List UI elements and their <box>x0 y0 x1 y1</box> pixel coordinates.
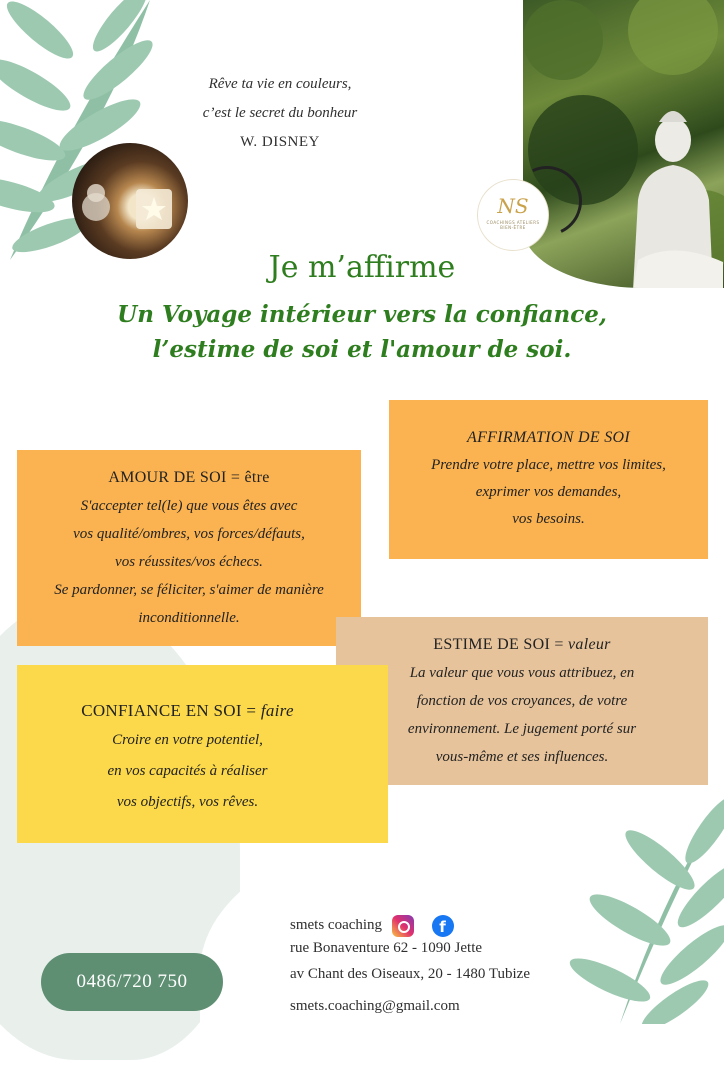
confiance-box <box>17 665 388 843</box>
garden-buddha-photo <box>523 0 724 288</box>
affirmation-line: Prendre votre place, mettre vos limites, <box>431 457 666 473</box>
leaf-decoration-bottom-right <box>560 790 724 1024</box>
confiance-line: Croire en votre potentiel, <box>112 732 263 748</box>
footer-brand: smets coaching <box>290 917 383 933</box>
amour-line: vos réussites/vos échecs. <box>115 554 263 570</box>
affirmation-line: exprimer vos demandes, <box>475 484 622 500</box>
estime-line: fonction de vos croyances, de votre <box>416 693 628 709</box>
subtitle-line-2: l’estime de soi et l'amour de soi. <box>152 336 572 363</box>
confiance-line: vos objectifs, vos rêves. <box>116 794 259 810</box>
estime-heading-label: ESTIME DE SOI = <box>433 636 569 653</box>
estime-line: environnement. Le jugement porté sur <box>407 721 637 737</box>
affirmation-box <box>389 400 708 559</box>
quote-block <box>150 70 410 157</box>
quote-line-1: Rêve ta vie en couleurs, <box>208 76 352 92</box>
candle-photo <box>72 143 188 259</box>
confiance-heading <box>17 697 358 725</box>
amour-line: S'accepter tel(le) que vous êtes avec <box>80 498 298 514</box>
background-blob-bottom <box>200 830 620 1090</box>
affirmation-heading: AFFIRMATION DE SOI <box>467 429 630 446</box>
facebook-icon[interactable]: f <box>432 915 454 937</box>
amour-line: inconditionnelle. <box>138 610 240 626</box>
page-title: Je m’affirme <box>268 250 456 285</box>
phone-number-button[interactable]: 0486/720 750 <box>41 953 223 1011</box>
footer-email[interactable]: smets.coaching@gmail.com <box>290 998 460 1014</box>
amour-line: Se pardonner, se féliciter, s'aimer de manière <box>54 582 324 598</box>
amour-heading: AMOUR DE SOI = être <box>108 469 270 486</box>
amour-box <box>17 450 361 646</box>
footer-brand-row <box>290 913 454 937</box>
estime-line: La valeur que vous vous attribuez, en <box>409 665 635 681</box>
confiance-body <box>17 725 358 818</box>
confiance-heading-label: CONFIANCE EN SOI = <box>81 701 261 720</box>
footer-address-1: rue Bonaventure 62 - 1090 Jette <box>290 940 483 956</box>
footer-address-2: av Chant des Oiseaux, 20 - 1480 Tubize <box>290 966 530 982</box>
estime-line: vous-même et ses influences. <box>435 749 609 765</box>
subtitle-line-1: Un Voyage intérieur vers la confiance, <box>117 301 607 328</box>
affirmation-line: vos besoins. <box>512 511 585 527</box>
page-subtitle <box>0 297 724 367</box>
brand-logo <box>478 180 548 250</box>
confiance-line: en vos capacités à réaliser <box>107 763 268 779</box>
estime-heading-emphasis: valeur <box>568 636 611 653</box>
estime-box <box>336 617 708 785</box>
amour-line: vos qualité/ombres, vos forces/défauts, <box>73 526 305 542</box>
confiance-heading-emphasis: faire <box>260 701 294 720</box>
instagram-icon[interactable] <box>392 915 414 937</box>
quote-line-2: c’est le secret du bonheur <box>202 105 358 121</box>
quote-author: W. DISNEY <box>240 134 320 150</box>
logo-initials: NS <box>497 194 529 218</box>
estime-heading <box>336 631 708 659</box>
logo-subtitle: COACHINGS ATELIERS BIEN-ÊTRE <box>486 220 540 230</box>
